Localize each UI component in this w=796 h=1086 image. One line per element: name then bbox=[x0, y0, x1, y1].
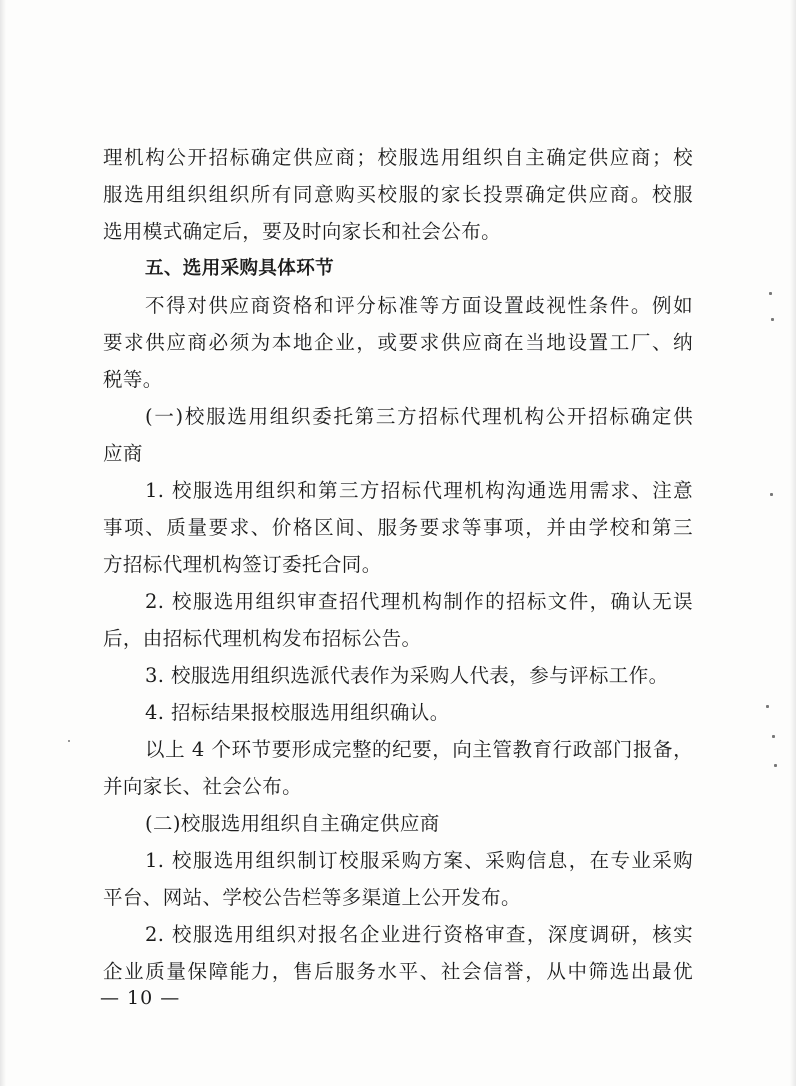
body-line: 理机构公开招标确定供应商；校服选用组织自主确定供应商；校 bbox=[103, 146, 693, 169]
subsection-heading: (二)校服选用组织自主确定供应商 bbox=[145, 812, 440, 835]
body-line: 1. 校服选用组织和第三方招标代理机构沟通选用需求、注意 bbox=[145, 479, 693, 502]
body-line: 选用模式确定后，要及时向家长和社会公布。 bbox=[103, 220, 502, 243]
body-line: 要求供应商必须为本地企业，或要求供应商在当地设置工厂、纳 bbox=[103, 331, 693, 354]
section-heading: 五、选用采购具体环节 bbox=[145, 258, 335, 279]
scan-speck bbox=[774, 764, 777, 767]
subsection-heading-cont: 应商 bbox=[103, 442, 143, 465]
body-line: 1. 校服选用组织制订校服采购方案、采购信息，在专业采购 bbox=[145, 849, 693, 872]
body-line: 企业质量保障能力，售后服务水平、社会信誉，从中筛选出最优 bbox=[103, 960, 693, 983]
body-line: 不得对供应商资格和评分标准等方面设置歧视性条件。例如 bbox=[145, 294, 693, 317]
scan-speck bbox=[769, 292, 772, 295]
scan-speck bbox=[771, 318, 774, 321]
left-scan-edge bbox=[0, 0, 6, 1086]
right-scan-edge bbox=[790, 0, 796, 1086]
body-line: 平台、网站、学校公告栏等多渠道上公开发布。 bbox=[103, 886, 521, 909]
body-line: 2. 校服选用组织对报名企业进行资格审查，深度调研，核实 bbox=[145, 923, 693, 946]
body-line: 3. 校服选用组织选派代表作为采购人代表，参与评标工作。 bbox=[145, 664, 669, 687]
subsection-heading: (一)校服选用组织委托第三方招标代理机构公开招标确定供 bbox=[145, 405, 693, 428]
body-line: 并向家长、社会公布。 bbox=[103, 775, 303, 798]
body-line: 方招标代理机构签订委托合同。 bbox=[103, 553, 382, 576]
scan-speck bbox=[766, 705, 769, 708]
scan-speck bbox=[770, 493, 773, 496]
body-line: 服选用组织组织所有同意购买校服的家长投票确定供应商。校服 bbox=[103, 183, 693, 206]
body-line: 以上 4 个环节要形成完整的纪要，向主管教育行政部门报备， bbox=[145, 738, 693, 761]
scan-speck bbox=[68, 740, 70, 742]
body-line: 2. 校服选用组织审查招代理机构制作的招标文件，确认无误 bbox=[145, 590, 693, 613]
scan-speck bbox=[772, 735, 775, 738]
body-line: 事项、质量要求、价格区间、服务要求等事项，并由学校和第三 bbox=[103, 516, 693, 539]
body-line: 后，由招标代理机构发布招标公告。 bbox=[103, 627, 422, 650]
body-line: 税等。 bbox=[103, 368, 163, 391]
page-number: — 10 — bbox=[100, 987, 181, 1009]
body-line: 4. 招标结果报校服选用组织确认。 bbox=[145, 701, 450, 724]
